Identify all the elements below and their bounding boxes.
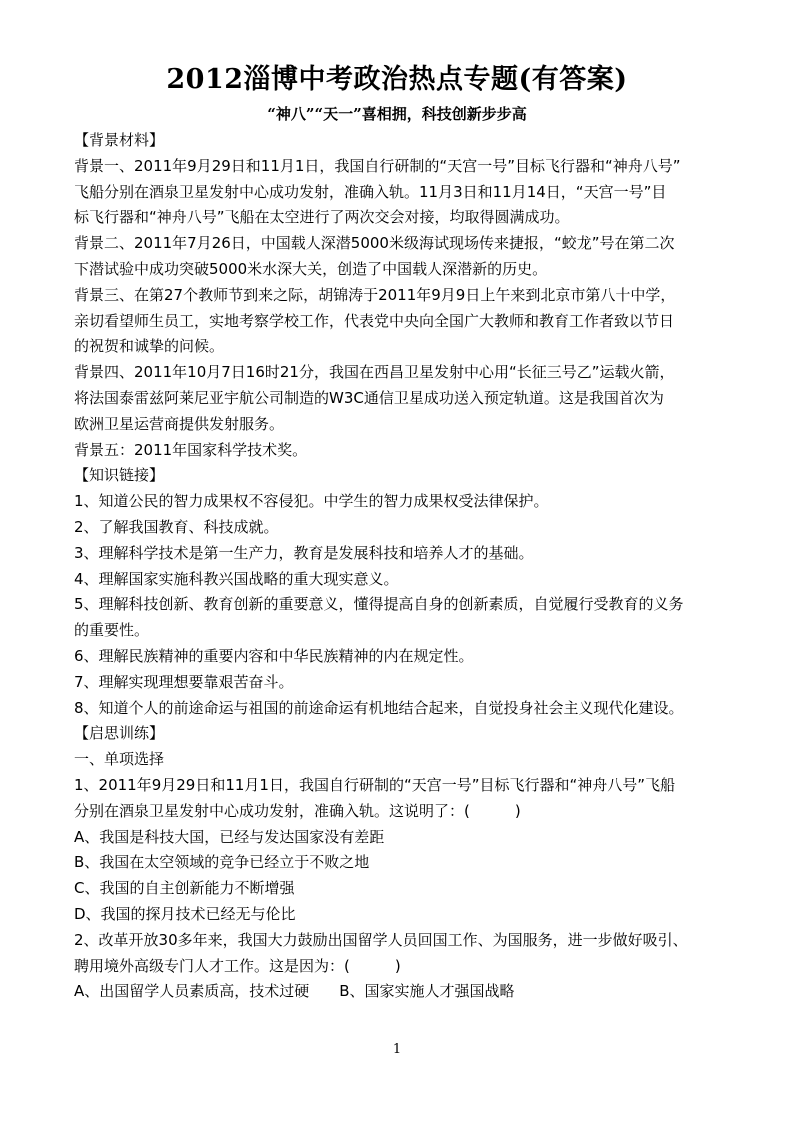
page-number: 1 bbox=[392, 1042, 402, 1057]
text-line: D、我国的探月技术已经无与伦比 bbox=[74, 904, 296, 923]
text-line: 的重要性。 bbox=[74, 621, 150, 640]
text-line: A、出国留学人员素质高，技术过硬 B、国家实施人才强国战略 bbox=[74, 982, 515, 1001]
text-line: 2、改革开放30多年来，我国大力鼓励出国留学人员回国工作、为国服务，进一步做好吸引、 bbox=[74, 930, 688, 949]
document-subtitle: “神八”“天一”喜相拥，科技创新步步高 bbox=[267, 105, 527, 123]
text-line: 背景五：2011年国家科学技术奖。 bbox=[74, 440, 308, 459]
text-line: 7、理解实现理想要靠艰苦奋斗。 bbox=[74, 672, 294, 691]
text-line: 聘用境外高级专门人才工作。这是因为：( ) bbox=[74, 956, 401, 975]
text-line: 【背景材料】 bbox=[74, 131, 165, 149]
text-line: 8、知道个人的前途命运与祖国的前途命运有机地结合起来，自觉投身社会主义现代化建设。 bbox=[74, 698, 684, 717]
text-line: 1、知道公民的智力成果权不容侵犯。中学生的智力成果权受法律保护。 bbox=[74, 492, 549, 511]
text-line: 1、2011年9月29日和11月1日，我国自行研制的“天宫一号”目标飞行器和“神舟八号”飞船 bbox=[74, 775, 676, 794]
text-line: B、我国在太空领域的竞争已经立于不败之地 bbox=[74, 853, 370, 872]
text-line: 分别在酒泉卫星发射中心成功发射，准确入轨。这说明了：( ) bbox=[74, 801, 521, 820]
text-line: 欧洲卫星运营商提供发射服务。 bbox=[74, 414, 285, 433]
text-line: 一、单项选择 bbox=[74, 750, 165, 769]
text-line: C、我国的自主创新能力不断增强 bbox=[74, 879, 295, 898]
text-line: 的祝贺和诚挚的问候。 bbox=[74, 337, 225, 356]
text-line: 背景三、在第27个教师节到来之际，胡锦涛于2011年9月9日上午来到北京市第八十中学， bbox=[74, 285, 676, 304]
text-line: 标飞行器和“神舟八号”飞船在太空进行了两次交会对接，均取得圆满成功。 bbox=[74, 208, 570, 227]
text-line: 背景二、2011年7月26日，中国载人深潜5000米级海试现场传来捷报，“蛟龙”号在第二次 bbox=[74, 234, 675, 253]
text-line: 2、了解我国教育、科技成就。 bbox=[74, 517, 279, 536]
document-body bbox=[74, 128, 734, 1005]
text-line: 背景四、2011年10月7日16时21分，我国在西昌卫星发射中心用“长征三号乙”运载火箭， bbox=[74, 363, 675, 382]
text-line: 5、理解科技创新、教育创新的重要意义，懂得提高自身的创新素质，自觉履行受教育的义务 bbox=[74, 595, 684, 614]
text-line: 下潜试验中成功突破5000米水深大关，创造了中国载人深潜新的历史。 bbox=[74, 259, 548, 278]
text-line: 6、理解民族精神的重要内容和中华民族精神的内在规定性。 bbox=[74, 646, 474, 665]
document-title: 2012淄博中考政治热点专题(有答案) bbox=[166, 64, 628, 95]
text-line: 将法国泰雷兹阿莱尼亚宇航公司制造的W3C通信卫星成功送入预定轨道。这是我国首次为 bbox=[74, 388, 664, 407]
text-line: 【知识链接】 bbox=[74, 466, 165, 485]
text-line: A、我国是科技大国，已经与发达国家没有差距 bbox=[74, 827, 385, 846]
text-line: 飞船分别在酒泉卫星发射中心成功发射，准确入轨。11月3日和11月14日，“天宫一号”目 bbox=[74, 182, 667, 201]
text-line: 4、理解国家实施科教兴国战略的重大现实意义。 bbox=[74, 569, 399, 588]
text-line: 亲切看望师生员工，实地考察学校工作，代表党中央向全国广大教师和教育工作者致以节日 bbox=[74, 311, 675, 330]
text-line: 背景一、2011年9月29日和11月1日，我国自行研制的“天宫一号”目标飞行器和“神舟八号” bbox=[74, 156, 681, 175]
text-line: 3、理解科学技术是第一生产力，教育是发展科技和培养人才的基础。 bbox=[74, 543, 534, 562]
text-line: 【启思训练】 bbox=[74, 724, 165, 743]
